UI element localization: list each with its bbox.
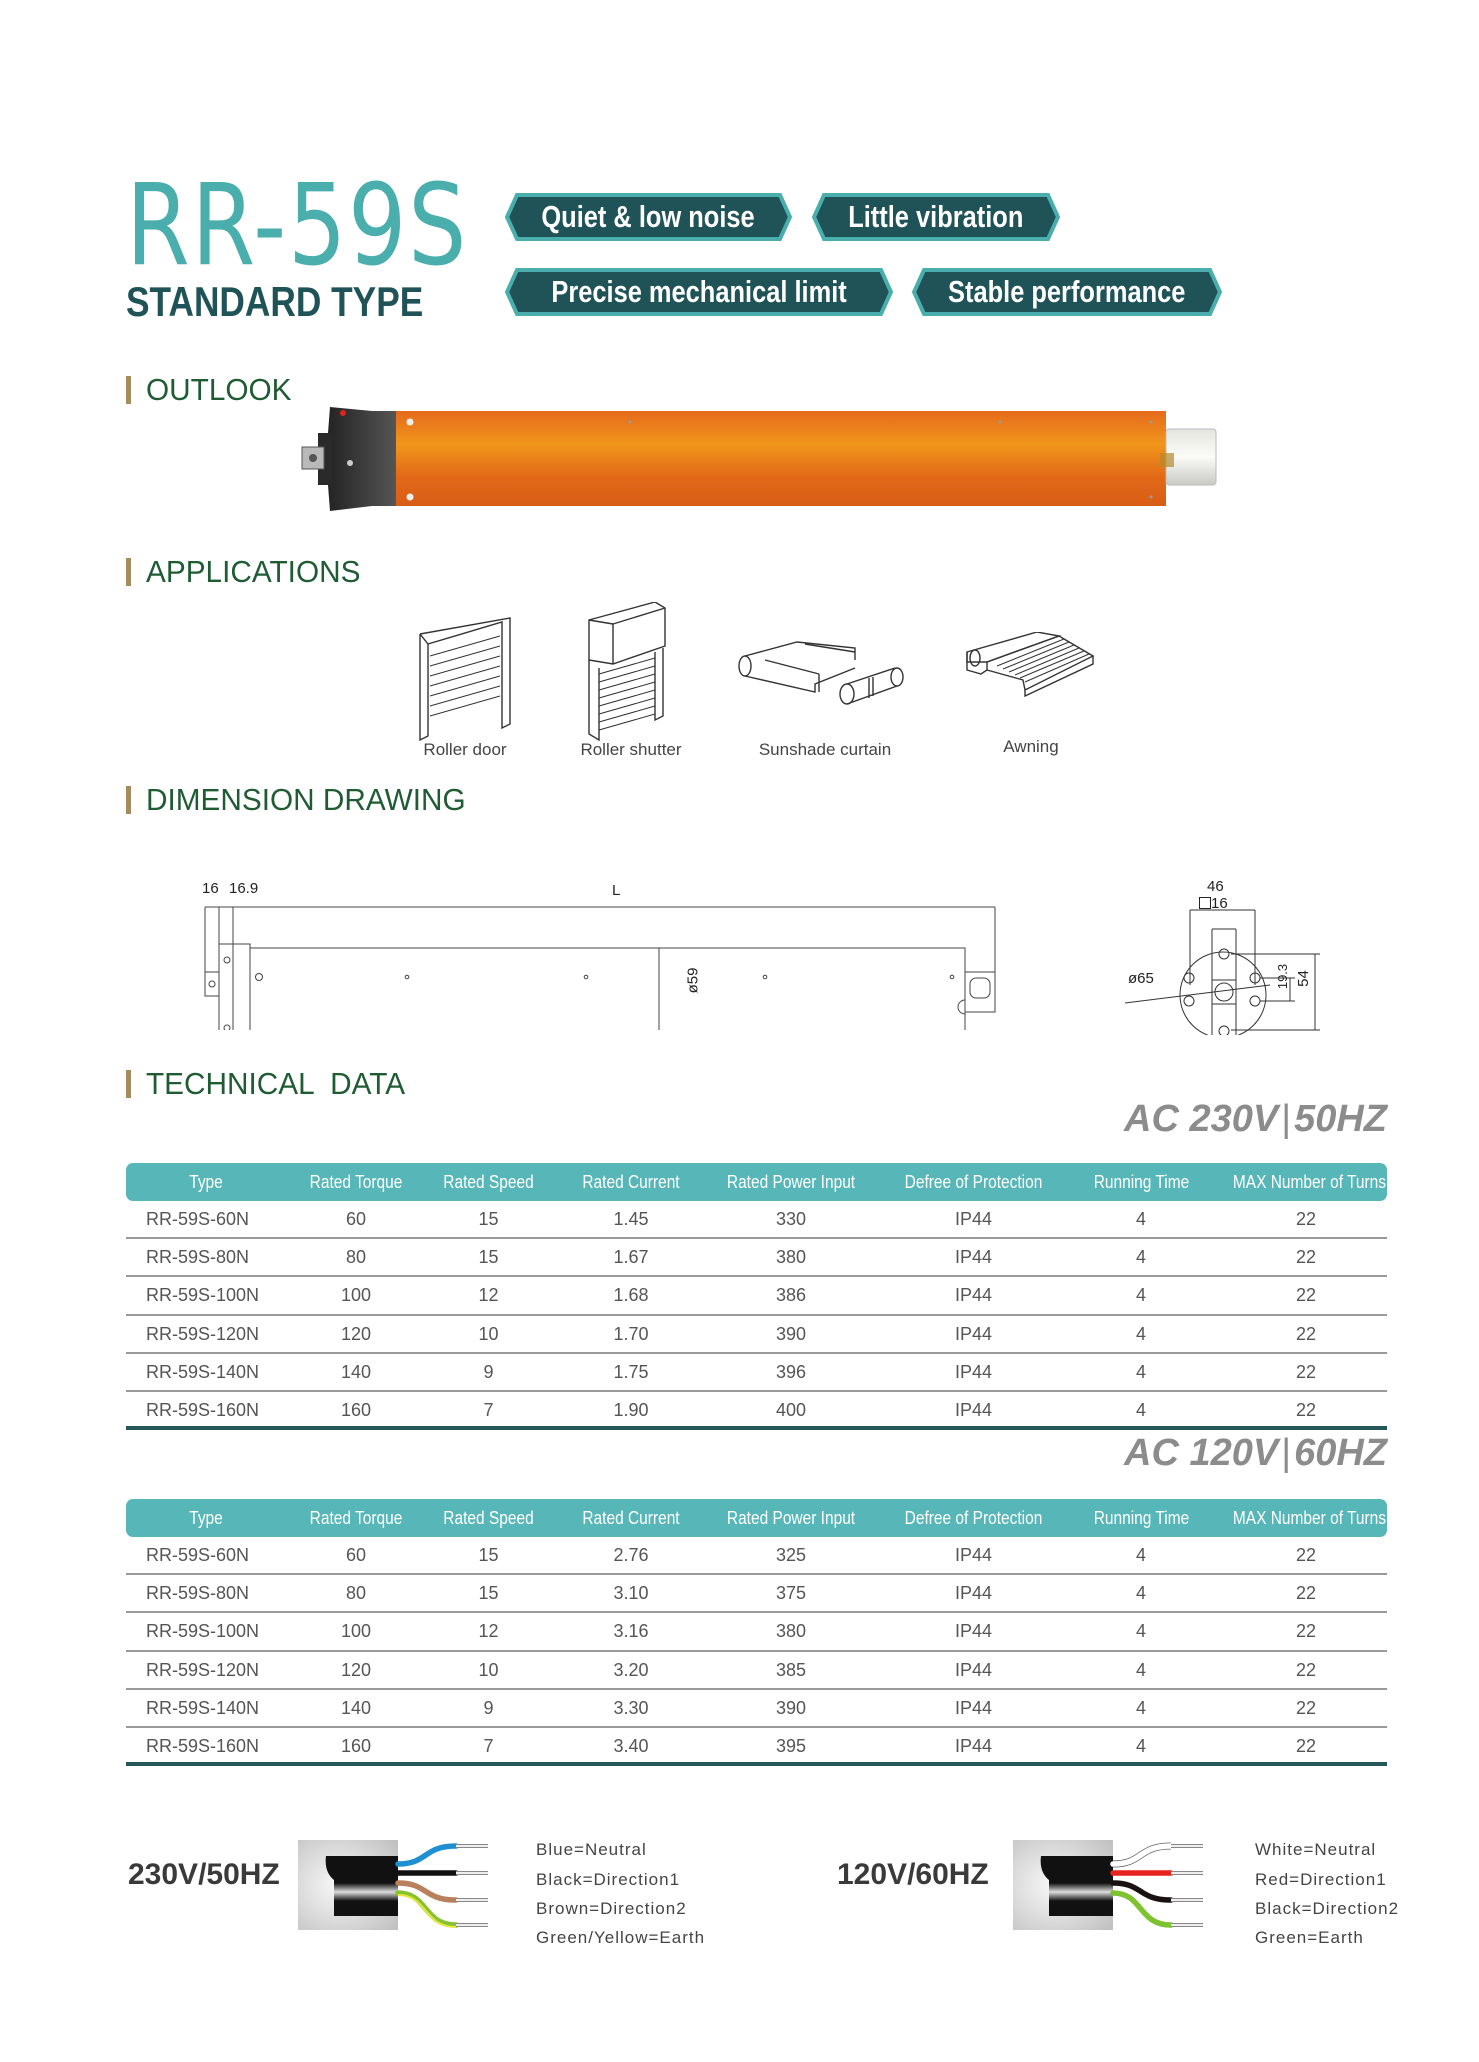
- awning-icon: [963, 632, 1098, 697]
- section-marker: [126, 786, 131, 814]
- table-cell: 325: [775, 1545, 807, 1565]
- table-cell: 22: [1295, 1583, 1317, 1604]
- table-cell: 160: [340, 1399, 372, 1420]
- section-marker: [126, 1070, 131, 1098]
- side-dimension-drawing: [195, 880, 1015, 1030]
- model-subtitle: STANDARD TYPE: [126, 278, 424, 325]
- badge-label: Stable performance: [948, 274, 1186, 309]
- table-cell: 1.70: [613, 1323, 649, 1344]
- feature-badge-quiet: [505, 193, 792, 241]
- dim-label-16: 16: [202, 880, 219, 897]
- table-cell: 395: [775, 1735, 807, 1756]
- table-cell: 1.67: [613, 1247, 649, 1268]
- table-body: [126, 1201, 1387, 1430]
- col-header: Defree of Protection: [904, 1508, 1043, 1528]
- table-cell: 22: [1295, 1697, 1317, 1718]
- dim-label-19-3: 19.3: [1275, 963, 1291, 990]
- feature-badge-limit: [505, 268, 893, 316]
- frequency-value: 60HZ: [1294, 1432, 1387, 1474]
- table-cell: IP44: [954, 1621, 993, 1642]
- table-cell: 60: [345, 1545, 367, 1565]
- table-cell: RR-59S-120N: [146, 1323, 260, 1344]
- table-cell: 60: [345, 1209, 367, 1229]
- wire-label: Green/Yellow=Earth: [536, 1928, 706, 1947]
- table-cell: 120: [340, 1323, 372, 1344]
- table-cell: 80: [345, 1583, 367, 1604]
- table-cell: 4: [1135, 1735, 1146, 1756]
- table-cell: 10: [478, 1659, 499, 1680]
- table-cell: 22: [1295, 1735, 1317, 1756]
- section-title: TECHNICAL DATA: [146, 1066, 406, 1101]
- table-cell: 160: [340, 1735, 372, 1756]
- spec-table-120v: [126, 1499, 1387, 1766]
- wiring-diagram-230v: [298, 1840, 498, 1940]
- cable-sheath: [1041, 1856, 1113, 1916]
- wire-label: White=Neutral: [1255, 1840, 1377, 1859]
- col-header: MAX Number of Turns: [1232, 1172, 1387, 1192]
- col-header: Type: [189, 1508, 223, 1528]
- table-cell: 330: [775, 1209, 807, 1229]
- table-cell: 3.16: [613, 1621, 649, 1642]
- table-cell: 1.90: [613, 1399, 649, 1420]
- table-cell: 1.45: [613, 1209, 649, 1229]
- table-cell: IP44: [954, 1659, 993, 1680]
- table-cell: 22: [1295, 1621, 1317, 1642]
- voltage-heading-230: [1124, 1098, 1387, 1141]
- table-cell: 3.40: [613, 1735, 649, 1756]
- badge-label: Precise mechanical limit: [551, 274, 847, 309]
- table-cell: RR-59S-100N: [146, 1621, 260, 1642]
- wiring-diagram-120v: [1013, 1840, 1213, 1940]
- square-icon: [1199, 897, 1211, 909]
- wire-label: Blue=Neutral: [536, 1840, 647, 1859]
- wire-label: Green=Earth: [1255, 1928, 1364, 1947]
- table-cell: IP44: [954, 1247, 993, 1268]
- motor-head: [326, 407, 396, 511]
- table-cell: 15: [478, 1247, 499, 1268]
- wiring-title-120v: 120V/60HZ: [837, 1858, 989, 1891]
- dim-label-16-9: 16.9: [229, 880, 259, 897]
- section-title: OUTLOOK: [146, 372, 292, 407]
- table-cell: 12: [478, 1621, 499, 1642]
- table-cell: 1.75: [613, 1361, 649, 1382]
- table-row: [126, 1201, 1387, 1239]
- wiring-legend-120v: [1255, 1840, 1399, 1948]
- table-row: [126, 1316, 1387, 1354]
- roller-shutter-icon: [585, 602, 675, 742]
- table-cell: 22: [1295, 1545, 1317, 1565]
- wire-label: Black=Direction1: [536, 1870, 681, 1889]
- col-header: Running Time: [1093, 1508, 1190, 1528]
- col-header: Rated Power Input: [726, 1508, 856, 1528]
- motor-tube: [396, 411, 1166, 506]
- table-cell: IP44: [954, 1361, 993, 1382]
- table-cell: 15: [478, 1583, 499, 1604]
- table-cell: 22: [1295, 1285, 1317, 1306]
- table-cell: IP44: [954, 1323, 993, 1344]
- table-cell: 3.30: [613, 1697, 649, 1718]
- model-title: RR-59S: [126, 161, 469, 291]
- table-cell: RR-59S-160N: [146, 1735, 260, 1756]
- table-cell: 4: [1135, 1659, 1146, 1680]
- table-cell: 140: [340, 1697, 372, 1718]
- table-row: [126, 1728, 1387, 1766]
- table-cell: 1.68: [613, 1285, 649, 1306]
- table-cell: 4: [1135, 1399, 1146, 1420]
- wiring-title-230v: 230V/50HZ: [128, 1858, 280, 1891]
- cable-sheath: [326, 1856, 398, 1916]
- motor-image: [300, 405, 1230, 513]
- section-title: APPLICATIONS: [146, 554, 361, 589]
- table-cell: 22: [1295, 1361, 1317, 1382]
- voltage-value: AC 230V: [1124, 1098, 1279, 1140]
- table-cell: 4: [1135, 1361, 1146, 1382]
- table-header: [126, 1163, 1387, 1201]
- wire-0: [398, 1846, 456, 1864]
- badge-label: Little vibration: [848, 199, 1024, 234]
- table-cell: 385: [775, 1659, 807, 1680]
- table-cell: RR-59S-60N: [146, 1545, 250, 1565]
- col-header: Rated Current: [582, 1172, 680, 1192]
- table-cell: 22: [1295, 1247, 1317, 1268]
- table-row: [126, 1277, 1387, 1315]
- col-header: Rated Current: [582, 1508, 680, 1528]
- table-cell: 12: [478, 1285, 499, 1306]
- table-cell: 22: [1295, 1209, 1317, 1229]
- spec-table-230v: [126, 1163, 1387, 1430]
- table-cell: 100: [340, 1621, 372, 1642]
- table-cell: 80: [345, 1247, 367, 1268]
- col-header: Running Time: [1093, 1172, 1190, 1192]
- table-cell: 7: [483, 1399, 494, 1420]
- table-cell: 22: [1295, 1659, 1317, 1680]
- table-cell: 3.20: [613, 1659, 649, 1680]
- table-cell: 3.10: [613, 1583, 649, 1604]
- section-marker: [126, 558, 131, 586]
- table-cell: 22: [1295, 1399, 1317, 1420]
- dim-label-length: L: [612, 882, 621, 899]
- table-row: [126, 1239, 1387, 1277]
- table-cell: 396: [775, 1361, 807, 1382]
- feature-badge-performance: [912, 268, 1222, 316]
- table-cell: 380: [775, 1247, 807, 1268]
- col-header: MAX Number of Turns: [1232, 1508, 1387, 1528]
- col-header: Rated Power Input: [726, 1172, 856, 1192]
- table-row: [126, 1392, 1387, 1430]
- wire-label: Black=Direction2: [1255, 1899, 1400, 1918]
- table-cell: 390: [775, 1697, 807, 1718]
- section-title: DIMENSION DRAWING: [146, 782, 466, 817]
- dim-label-square-16: [1199, 895, 1228, 912]
- table-cell: 9: [483, 1361, 494, 1382]
- voltage-heading-120: [1124, 1432, 1387, 1475]
- table-cell: IP44: [954, 1285, 993, 1306]
- sunshade-curtain-icon: [735, 638, 915, 708]
- dim-label-54: 54: [1294, 970, 1312, 987]
- table-cell: 4: [1135, 1621, 1146, 1642]
- table-cell: 7: [483, 1735, 494, 1756]
- app-label-roller-door: Roller door: [423, 740, 507, 759]
- table-cell: 10: [478, 1323, 499, 1344]
- table-cell: 4: [1135, 1545, 1146, 1565]
- table-row: [126, 1613, 1387, 1651]
- table-cell: RR-59S-80N: [146, 1247, 250, 1268]
- table-row: [126, 1575, 1387, 1613]
- table-cell: IP44: [954, 1583, 993, 1604]
- slash-divider: |: [1281, 1098, 1292, 1140]
- app-label-roller-shutter: Roller shutter: [580, 740, 682, 759]
- table-cell: IP44: [954, 1399, 993, 1420]
- table-header: [126, 1499, 1387, 1537]
- app-label-sunshade-curtain: Sunshade curtain: [758, 740, 892, 759]
- badge-label: Quiet & low noise: [541, 199, 756, 234]
- col-header: Rated Torque: [309, 1508, 403, 1528]
- square-16-value: 16: [1211, 895, 1228, 912]
- table-row: [126, 1652, 1387, 1690]
- col-header: Defree of Protection: [904, 1172, 1043, 1192]
- feature-badge-vibration: [812, 193, 1060, 241]
- table-cell: 2.76: [613, 1545, 649, 1565]
- col-header: Rated Speed: [443, 1508, 534, 1528]
- table-cell: 22: [1295, 1323, 1317, 1344]
- table-cell: 9: [483, 1697, 494, 1718]
- slash-divider: |: [1281, 1432, 1292, 1474]
- app-label-awning: Awning: [1003, 737, 1059, 756]
- frequency-value: 50HZ: [1294, 1098, 1387, 1140]
- dim-label-diameter-59: ø59: [684, 967, 702, 994]
- table-body: [126, 1537, 1387, 1766]
- table-cell: 4: [1135, 1323, 1146, 1344]
- table-cell: IP44: [954, 1697, 993, 1718]
- table-cell: RR-59S-160N: [146, 1399, 260, 1420]
- table-cell: 4: [1135, 1697, 1146, 1718]
- wire-0: [1113, 1846, 1171, 1864]
- table-cell: IP44: [954, 1545, 993, 1565]
- table-cell: 380: [775, 1621, 807, 1642]
- dim-label-diameter-65: ø65: [1128, 970, 1154, 987]
- table-cell: 120: [340, 1659, 372, 1680]
- table-cell: 4: [1135, 1247, 1146, 1268]
- table-cell: RR-59S-100N: [146, 1285, 260, 1306]
- col-header: Type: [189, 1172, 223, 1192]
- table-cell: RR-59S-80N: [146, 1583, 250, 1604]
- table-cell: 386: [775, 1285, 807, 1306]
- table-cell: IP44: [954, 1209, 993, 1229]
- table-row: [126, 1537, 1387, 1575]
- table-cell: RR-59S-140N: [146, 1361, 260, 1382]
- table-cell: IP44: [954, 1735, 993, 1756]
- table-cell: 4: [1135, 1583, 1146, 1604]
- end-view-drawing: [1125, 885, 1335, 1035]
- table-row: [126, 1690, 1387, 1728]
- table-cell: 100: [340, 1285, 372, 1306]
- table-cell: 400: [775, 1399, 807, 1420]
- dim-label-46: 46: [1207, 878, 1224, 895]
- table-cell: 375: [775, 1583, 807, 1604]
- wiring-legend-230v: [536, 1840, 705, 1948]
- wire-label: Red=Direction1: [1255, 1870, 1387, 1889]
- roller-door-icon: [412, 612, 512, 742]
- table-row: [126, 1354, 1387, 1392]
- table-cell: RR-59S-120N: [146, 1659, 260, 1680]
- col-header: Rated Torque: [309, 1172, 403, 1192]
- wire-label: Brown=Direction2: [536, 1899, 687, 1918]
- section-marker: [126, 376, 131, 404]
- table-cell: 4: [1135, 1209, 1146, 1229]
- table-cell: 15: [478, 1545, 499, 1565]
- table-cell: 390: [775, 1323, 807, 1344]
- voltage-value: AC 120V: [1124, 1432, 1279, 1474]
- table-cell: RR-59S-60N: [146, 1209, 250, 1229]
- table-cell: 140: [340, 1361, 372, 1382]
- col-header: Rated Speed: [443, 1172, 534, 1192]
- table-cell: 4: [1135, 1285, 1146, 1306]
- table-cell: RR-59S-140N: [146, 1697, 260, 1718]
- table-cell: 15: [478, 1209, 499, 1229]
